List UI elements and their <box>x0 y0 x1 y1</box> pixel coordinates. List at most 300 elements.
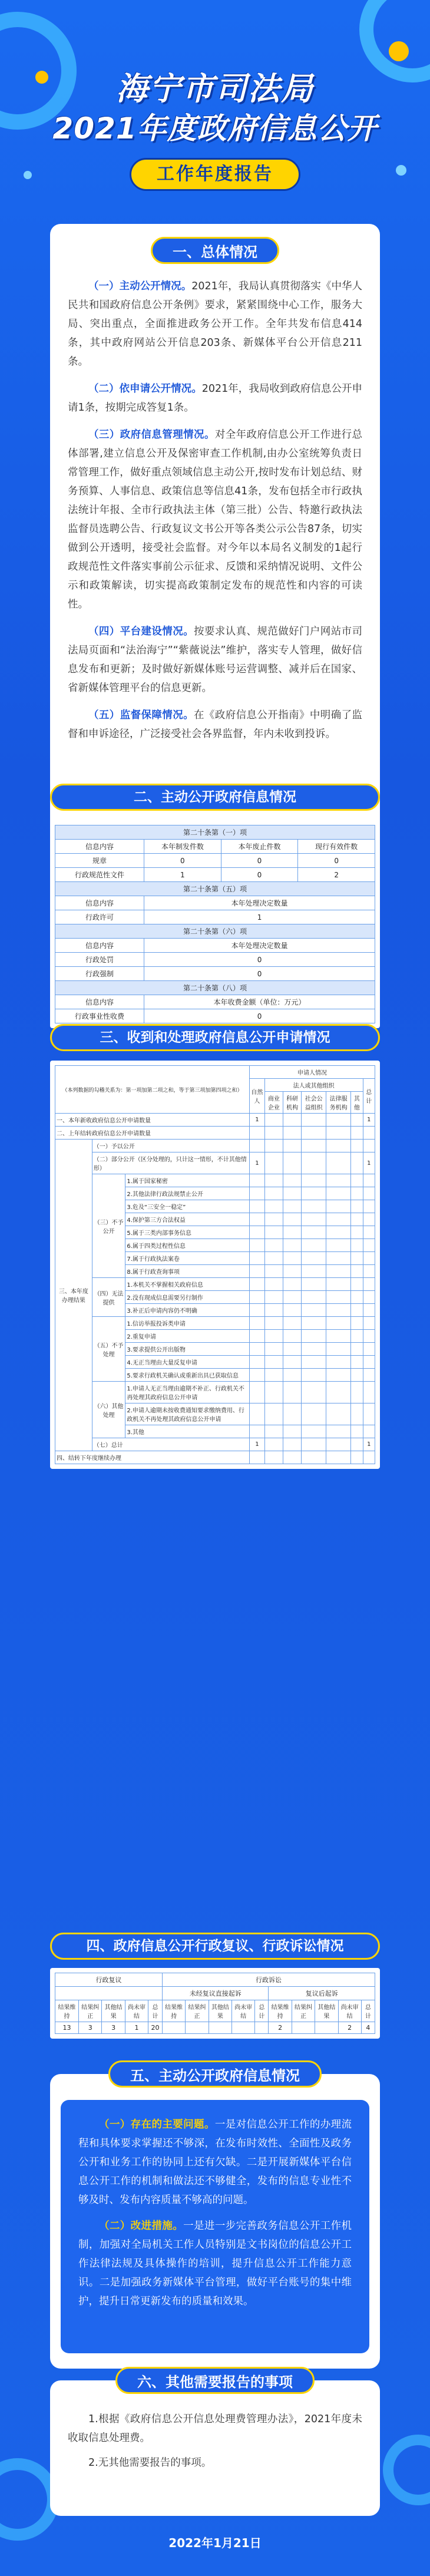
table-cell: 1 <box>363 1438 375 1451</box>
table-cell: 2 <box>269 2022 292 2034</box>
row-subgroup-label: （四）无法提供 <box>92 1278 125 1317</box>
table-cell <box>302 1127 326 1140</box>
table-row <box>55 1278 375 1291</box>
table-cell <box>302 1278 326 1291</box>
table-cell <box>283 1438 301 1451</box>
table-cell <box>326 1265 351 1278</box>
table-cell: 1 <box>144 910 375 924</box>
table-cell: 0 <box>298 854 375 868</box>
table-cell <box>363 1403 375 1425</box>
table-cell <box>250 1382 265 1403</box>
proactive-disclosure-tables <box>50 820 380 1028</box>
table-header: 尚未审结 <box>125 2000 148 2022</box>
table-cell: 1 <box>363 1114 375 1127</box>
issues-text <box>78 2115 352 2311</box>
issues-panel <box>61 2100 369 2353</box>
other-text <box>68 2410 362 2472</box>
paragraph <box>68 622 362 698</box>
table-title: 第二十条第（一）项 <box>55 825 375 840</box>
table-cell <box>264 1343 283 1356</box>
table-cell <box>363 1291 375 1304</box>
table-cell <box>250 1403 265 1425</box>
table-header: 其他结果 <box>315 2000 338 2022</box>
page-title: 海宁市司法局 <box>116 70 314 107</box>
table-cell <box>326 1187 351 1200</box>
table-cell <box>302 1356 326 1369</box>
table-cell <box>283 1369 301 1382</box>
table-cell <box>351 1369 363 1382</box>
table-cell <box>264 1369 283 1382</box>
page-subtitle: 2021年度政府信息公开 <box>52 111 378 146</box>
table-cell <box>302 1382 326 1403</box>
table-cell <box>264 1140 283 1152</box>
row-label: 8.属于行政查询事项 <box>125 1265 250 1278</box>
table-cell <box>363 1140 375 1152</box>
table-cell <box>283 1200 301 1213</box>
section-heading: 二、主动公开政府信息情况 <box>50 784 380 811</box>
table-cell <box>351 1317 363 1330</box>
table-cell <box>250 1317 265 1330</box>
table-cell <box>264 1265 283 1278</box>
row-label: 3.危及“三安全一稳定” <box>125 1200 250 1213</box>
table-header: 信息内容 <box>55 840 144 854</box>
table-header: 本年制发件数 <box>144 840 221 854</box>
table-cell: 1 <box>144 868 221 882</box>
table-cell <box>351 1127 363 1140</box>
table-cell <box>283 1265 301 1278</box>
table-cell <box>302 1114 326 1127</box>
row-label: 二、上年结转政府信息公开申请数量 <box>55 1127 250 1140</box>
table-header: 行政复议 <box>55 1973 163 1987</box>
table-cell: 1 <box>125 2022 148 2034</box>
table-cell <box>326 1343 351 1356</box>
table-row <box>55 1152 375 1174</box>
table-header: 结果维持 <box>269 2000 292 2022</box>
table-header: 尚未审结 <box>338 2000 361 2022</box>
table-row <box>55 1174 375 1187</box>
table-header: 未经复议直接起诉 <box>162 1987 268 2000</box>
table-cell: 2 <box>298 868 375 882</box>
table-cell <box>283 1403 301 1425</box>
table-cell <box>351 1451 363 1464</box>
table-cell <box>363 1239 375 1252</box>
table-cell <box>302 1174 326 1187</box>
table-cell <box>250 1140 265 1152</box>
table-cell <box>351 1403 363 1425</box>
table-cell <box>232 2022 255 2034</box>
report-date: 2022年1月21日 <box>168 2536 262 2550</box>
table-cell <box>250 1291 265 1304</box>
table-cell <box>351 1187 363 1200</box>
table-cell <box>264 1114 283 1127</box>
table-cell <box>363 1304 375 1317</box>
table-header: 结果维持 <box>55 2000 79 2022</box>
table-cell <box>302 1187 326 1200</box>
table-cell <box>264 1451 283 1464</box>
decor-dot <box>389 41 409 61</box>
row-label: （一）予以公开 <box>92 1140 249 1152</box>
row-label: 4.无正当理由大量反复申请 <box>125 1356 250 1369</box>
table-cell: 行政强制 <box>55 967 144 981</box>
table-header: 本年废止件数 <box>221 840 298 854</box>
table-cell <box>264 1291 283 1304</box>
table-header: 结果纠正 <box>292 2000 315 2022</box>
table-cell <box>283 1278 301 1291</box>
paragraph-label: （一）存在的主要问题。 <box>99 2119 215 2131</box>
paragraph-text: 一是对信息公开工作的办理流程和具体要求掌握还不够深，在发布时效性、全面性及政务公开和业务工作的协同上还有欠缺。二是开展新媒体平台信息公开工作的机制和做法还不够健全，发布的信息专业性不够及时、发布内容质量不够高的问题。 <box>78 2119 352 2206</box>
row-label: 1.本机关不掌握相关政府信息 <box>125 1278 250 1291</box>
table-cell <box>264 1425 283 1438</box>
review-lawsuit-table-wrap <box>50 1968 380 2039</box>
table-cell <box>326 1356 351 1369</box>
table-cell <box>209 2022 231 2034</box>
row-label: 3.补正后申请内容仍不明确 <box>125 1304 250 1317</box>
table-cell <box>302 1239 326 1252</box>
table-cell <box>250 1451 265 1464</box>
table-title: 第二十条第（六）项 <box>55 924 375 939</box>
table-cell <box>363 1356 375 1369</box>
table-header: 结果维持 <box>162 2000 185 2022</box>
table-cell <box>250 1213 265 1226</box>
table-cell <box>302 1304 326 1317</box>
section-issues-card <box>50 2068 380 2369</box>
table-header: 行政诉讼 <box>162 1973 375 1987</box>
table-cell <box>351 1213 363 1226</box>
table-cell: 规章 <box>55 854 144 868</box>
table-title: 第二十条第（五）项 <box>55 882 375 896</box>
table-cell <box>283 1425 301 1438</box>
table-cell <box>363 1451 375 1464</box>
table-cell: 行政许可 <box>55 910 144 924</box>
table-header: 总计 <box>255 2000 269 2022</box>
table-cell <box>363 1127 375 1140</box>
table-cell <box>283 1252 301 1265</box>
table-row <box>55 1140 375 1152</box>
table-cell <box>264 1187 283 1200</box>
table-cell: 3 <box>102 2022 125 2034</box>
table-cell <box>326 1213 351 1226</box>
table-cell <box>283 1114 301 1127</box>
paragraph-text: 2021年，我局收到政府信息公开申请1条，按期完成答复1条。 <box>68 383 362 414</box>
table-cell <box>326 1174 351 1187</box>
section-heading: 四、政府信息公开行政复议、行政诉讼情况 <box>50 1933 380 1960</box>
table-cell <box>326 1369 351 1382</box>
table-cell <box>264 1252 283 1265</box>
table-cell <box>326 1239 351 1252</box>
table-cell <box>264 1403 283 1425</box>
row-label: 1.申请人无正当理由逾期不补正、行政机关不再处理其政府信息公开申请 <box>125 1382 250 1403</box>
table-row <box>55 1317 375 1330</box>
table-cell <box>326 1127 351 1140</box>
table-cell <box>351 1304 363 1317</box>
paragraph-text: 在《政府信息公开指南》中明确了监督和申诉途径，广泛接受社会各界监督，年内未收到投诉。 <box>68 709 362 740</box>
table-cell <box>264 1438 283 1451</box>
row-label: 7.属于行政执法案卷 <box>125 1252 250 1265</box>
row-label: 6.属于四类过程性信息 <box>125 1239 250 1252</box>
table-header: 法律服务机构 <box>326 1092 351 1114</box>
table-cell <box>250 1265 265 1278</box>
paragraph <box>68 379 362 417</box>
table-cell <box>264 1330 283 1343</box>
table-cell <box>351 1140 363 1152</box>
decor-dot <box>24 171 32 179</box>
table-cell <box>351 1343 363 1356</box>
row-label: 3.其他 <box>125 1425 250 1438</box>
table-header: 本年处理决定数量 <box>144 896 375 910</box>
section-heading: 六、其他需要报告的事项 <box>115 2367 315 2394</box>
table-cell <box>283 1317 301 1330</box>
table-header: 结果纠正 <box>186 2000 209 2022</box>
table-cell <box>302 1291 326 1304</box>
table-cell <box>250 1369 265 1382</box>
table-cell <box>363 1252 375 1265</box>
row-group-label: 三、本年度办理结果 <box>55 1140 92 1451</box>
table-cell <box>264 1304 283 1317</box>
table-cell <box>363 1317 375 1330</box>
section-heading: 一、总体情况 <box>151 237 279 264</box>
table-cell <box>351 1239 363 1252</box>
table-cell <box>250 1425 265 1438</box>
table-cell <box>302 1265 326 1278</box>
paragraph: 1.根据《政府信息公开信息处理费管理办法》，2021年度未收取信息处理费。 <box>68 2413 362 2444</box>
table-cell <box>351 1152 363 1174</box>
row-subgroup-label: （六）其他处理 <box>92 1382 125 1438</box>
table-cell <box>283 1140 301 1152</box>
row-label: 3.要求提供公开出版物 <box>125 1343 250 1356</box>
row-label: 1.信访举报投诉类申请 <box>125 1317 250 1330</box>
table-cell <box>363 1382 375 1403</box>
table-cell: 1 <box>250 1152 265 1174</box>
table-cell <box>326 1152 351 1174</box>
decor-dot <box>396 165 406 176</box>
table-header: 科研机构 <box>283 1092 301 1114</box>
table-cell: 行政处罚 <box>55 953 144 967</box>
table-cell <box>250 1187 265 1200</box>
table-cell: 13 <box>55 2022 79 2034</box>
table-cell <box>264 1239 283 1252</box>
table-cell <box>351 1425 363 1438</box>
paragraph-label: （一）主动公开情况。 <box>88 280 192 292</box>
table-cell <box>351 1438 363 1451</box>
table-header-blank <box>55 1987 163 2000</box>
table-cell <box>351 1291 363 1304</box>
row-label: （二）部分公开（区分处理的，只计这一情形，不计其他情形） <box>92 1152 249 1174</box>
table-cell: 0 <box>144 953 375 967</box>
table-header: 信息内容 <box>55 995 144 1009</box>
table-cell <box>283 1213 301 1226</box>
row-subgroup-label: （五）不予处理 <box>92 1317 125 1382</box>
row-label: 四、结转下年度继续办理 <box>55 1451 250 1464</box>
table-cell <box>283 1127 301 1140</box>
decor-ring-bottom-right <box>383 2435 430 2505</box>
paragraph: 2.无其他需要报告的事项。 <box>88 2457 212 2469</box>
table-cell <box>326 1114 351 1127</box>
row-label: 2.其他法律行政法规禁止公开 <box>125 1187 250 1200</box>
table-cell <box>326 1291 351 1304</box>
table-cell <box>363 1369 375 1382</box>
table-cell <box>363 1278 375 1291</box>
table-cell <box>351 1278 363 1291</box>
table-header: 其他结果 <box>102 2000 125 2022</box>
table-cell <box>250 1226 265 1239</box>
table-cell <box>250 1127 265 1140</box>
table-cell: 0 <box>144 1009 375 1023</box>
table-header: 现行有效件数 <box>298 840 375 854</box>
table-cell <box>264 1278 283 1291</box>
table-cell: 1 <box>250 1438 265 1451</box>
table-cell: 0 <box>144 854 221 868</box>
table-cell <box>292 2022 315 2034</box>
table-cell <box>250 1304 265 1317</box>
table-cell <box>363 1187 375 1200</box>
row-label: 1.属于国家秘密 <box>125 1174 250 1187</box>
table-header: 申请人情况 <box>250 1066 375 1079</box>
table-cell: 20 <box>148 2022 163 2034</box>
table-cell <box>264 1356 283 1369</box>
table-cell: 0 <box>144 967 375 981</box>
table-cell: 1 <box>363 1152 375 1174</box>
table-header: 信息内容 <box>55 896 144 910</box>
paragraph-text: 对全年政府信息公开工作进行总体部署,建立信息公开及保密审查工作机制,由办公室统筹负责日常管理工作，做好重点领域信息主动公开,按时发布计划总结、财务预算、人事信息、政策信息等信息41条，发布包括全市行政执法统计年报、全市行政执法主体（第三批）公告、特邀行政执法监督员选聘公告、行政复议文书公开等各类公示公告87条，切实做到公开透明，接受社会监督。对今年以本局名义制发的1起行政规范性文件落实事前公示征求、反馈和采纳情况说明、文件公示和政策解读，切实提高政策制定发布的规范性和内容的可读性。 <box>68 429 363 610</box>
table-cell: 行政规范性文件 <box>55 868 144 882</box>
table-row <box>55 1451 375 1464</box>
paragraph-label: （二）依申请公开情况。 <box>88 383 202 395</box>
paragraph <box>68 706 362 744</box>
row-label: 2.申请人逾期未按收费通知要求缴纳费用、行政机关不再处理其政府信息公开申请 <box>125 1403 250 1425</box>
table-cell <box>302 1226 326 1239</box>
table-cell <box>302 1369 326 1382</box>
paragraph-label: （四）平台建设情况。 <box>88 626 194 638</box>
table-title: 第二十条第（八）项 <box>55 981 375 995</box>
table-cell <box>363 1343 375 1356</box>
paragraph <box>78 2217 352 2311</box>
table-cell <box>264 1213 283 1226</box>
table-cell: 2 <box>338 2022 361 2034</box>
table-cell <box>302 1343 326 1356</box>
table-header: 尚未审结 <box>232 2000 255 2022</box>
table-cell <box>264 1226 283 1239</box>
application-table-wrap <box>50 1061 380 1469</box>
table-cell <box>302 1317 326 1330</box>
paragraph-text: 一是进一步完善政务信息公开工作机制，加强对全局机关工作人员特别是文书岗位的信息公开工作法律法规及具体操作的培训，提升信息公开工作能力意识。二是加强政务新媒体平台管理，做好平台账号的集中维护，提升日常更新发布的质量和效果。 <box>78 2220 352 2307</box>
table-cell <box>363 1265 375 1278</box>
table-header: 其他结果 <box>209 2000 231 2022</box>
table-cell <box>315 2022 338 2034</box>
table-header: 本年处理决定数量 <box>144 939 375 953</box>
table-header: 商业企业 <box>264 1092 283 1114</box>
table-cell <box>326 1140 351 1152</box>
table-cell <box>302 1425 326 1438</box>
paragraph-label: （二）改进措施。 <box>99 2220 184 2232</box>
table-cell <box>351 1226 363 1239</box>
row-label: （七）总计 <box>92 1438 249 1451</box>
table-row <box>55 1438 375 1451</box>
section-heading: 五、主动公开政府信息情况 <box>108 2060 322 2088</box>
table-cell <box>351 1265 363 1278</box>
table-cell <box>283 1291 301 1304</box>
table-cell <box>283 1152 301 1174</box>
table-cell <box>326 1200 351 1213</box>
table-cell <box>283 1382 301 1403</box>
table-cell <box>250 1278 265 1291</box>
table-corner: （本列数据的勾稽关系为：第一项加第二项之和，等于第三项加第四项之和） <box>55 1066 250 1114</box>
table-cell <box>326 1403 351 1425</box>
section-heading: 三、收到和处理政府信息公开申请情况 <box>50 1024 380 1051</box>
section-other-card <box>50 2374 380 2516</box>
table-cell <box>283 1451 301 1464</box>
table-item-1 <box>55 825 375 1023</box>
table-cell <box>264 1382 283 1403</box>
paragraph-label: （三）政府信息管理情况。 <box>88 429 215 441</box>
table-cell <box>302 1330 326 1343</box>
table-cell <box>283 1304 301 1317</box>
table-cell: 4 <box>361 2022 375 2034</box>
table-cell: 1 <box>250 1114 265 1127</box>
table-cell <box>326 1278 351 1291</box>
table-cell <box>283 1226 301 1239</box>
table-cell <box>302 1403 326 1425</box>
table-cell <box>326 1226 351 1239</box>
table-cell <box>326 1317 351 1330</box>
table-header: 总计 <box>363 1079 375 1114</box>
table-cell <box>302 1152 326 1174</box>
paragraph-text: 按要求认真、规范做好门户网站市司法局页面和“法治海宁”“紫薇说法”维护，落实专人管理，做好信息发布和更新；及时做好新媒体账号运营调整、减并后在国家、省新媒体管理平台的信息更新。 <box>68 626 362 694</box>
table-cell <box>363 1213 375 1226</box>
table-cell <box>326 1425 351 1438</box>
table-header: 法人或其他组织 <box>264 1079 363 1092</box>
table-cell <box>264 1317 283 1330</box>
table-cell <box>250 1343 265 1356</box>
table-header: 信息内容 <box>55 939 144 953</box>
table-header: 复议后起诉 <box>269 1987 375 2000</box>
table-row <box>55 1114 375 1127</box>
table-cell <box>250 1356 265 1369</box>
table-cell: 0 <box>221 868 298 882</box>
table-cell <box>302 1200 326 1213</box>
row-label: 一、本年新收政府信息公开申请数量 <box>55 1114 250 1127</box>
paragraph <box>68 425 362 614</box>
table-cell <box>351 1356 363 1369</box>
table-cell <box>326 1304 351 1317</box>
paragraph-label: （五）监督保障情况。 <box>88 709 194 721</box>
table-cell <box>326 1438 351 1451</box>
table-cell <box>326 1451 351 1464</box>
table-header: 本年收费金额（单位：万元） <box>144 995 375 1009</box>
table-cell: 3 <box>79 2022 102 2034</box>
table-cell <box>302 1213 326 1226</box>
table-cell <box>363 1425 375 1438</box>
table-cell <box>363 1330 375 1343</box>
table-cell <box>302 1252 326 1265</box>
table-cell <box>302 1438 326 1451</box>
paragraph <box>78 2115 352 2210</box>
table-cell <box>302 1451 326 1464</box>
table-cell <box>250 1239 265 1252</box>
table-cell <box>283 1174 301 1187</box>
table-header: 社会公益组织 <box>302 1092 326 1114</box>
table-cell: 行政事业性收费 <box>55 1009 144 1023</box>
row-label: 2.重复申请 <box>125 1330 250 1343</box>
table-header: 总计 <box>148 2000 163 2022</box>
paragraph-text: 2021年，我局认真贯彻落实《中华人民共和国政府信息公开条例》要求，紧紧围绕中心工作，服务大局、突出重点，全面推进政务公开工作。全年共发布信息414条，其中政府网站公开信息203条、新媒体平台公开信息211条。 <box>68 280 363 368</box>
table-cell <box>351 1174 363 1187</box>
table-cell: 0 <box>221 854 298 868</box>
application-table <box>55 1065 375 1464</box>
table-cell <box>326 1382 351 1403</box>
table-cell <box>363 1200 375 1213</box>
table-cell <box>351 1330 363 1343</box>
report-badge: 工作年度报告 <box>130 158 300 191</box>
